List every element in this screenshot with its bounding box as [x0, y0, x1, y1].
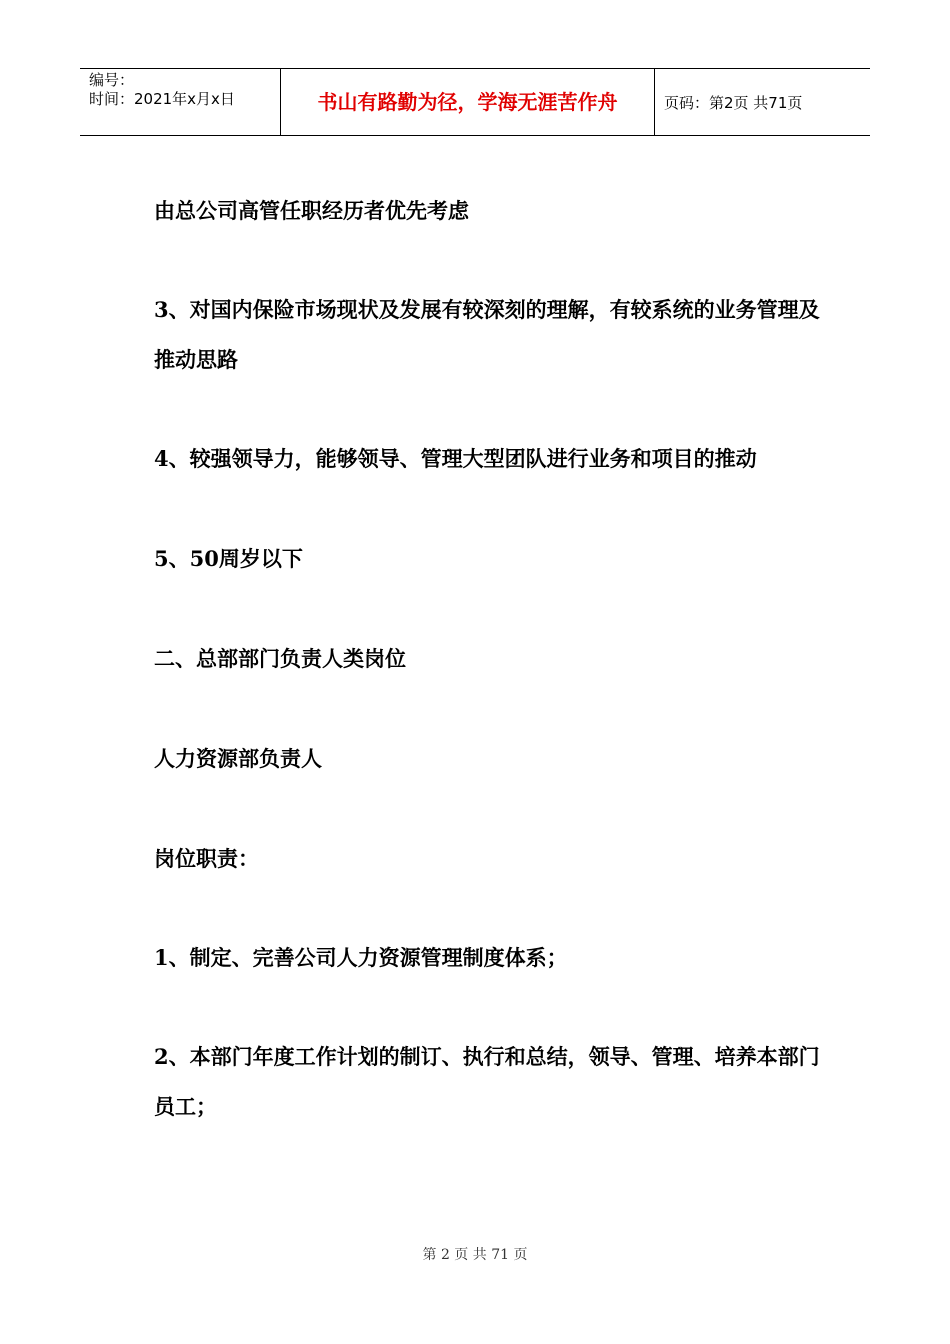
- paragraph: 4、较强领导力，能够领导、管理大型团队进行业务和项目的推动: [154, 446, 757, 471]
- paragraph: 5、50周岁以下: [154, 546, 303, 571]
- paragraph: 1、制定、完善公司人力资源管理制度体系；: [154, 945, 568, 970]
- page-header: [80, 68, 870, 136]
- section-heading: 二、总部部门负责人类岗位: [154, 646, 406, 671]
- header-page-info: 页码：第2页 共71页: [664, 94, 803, 112]
- paragraph: 3、对国内保险市场现状及发展有较深刻的理解，有较系统的业务管理及推动思路: [154, 297, 820, 372]
- header-motto-cell: [281, 69, 655, 135]
- paragraph: 2、本部门年度工作计划的制订、执行和总结，领导、管理、培养本部门员工；: [154, 1044, 820, 1119]
- document-time-label: 时间：2021年x月x日: [89, 90, 235, 108]
- header-page-cell: [655, 69, 870, 135]
- page-footer: 第 2 页 共 71 页: [422, 1247, 528, 1263]
- responsibilities-heading: 岗位职责：: [154, 846, 259, 871]
- position-title: 人力资源部负责人: [154, 746, 322, 771]
- paragraph: 由总公司高管任职经历者优先考虑: [154, 198, 469, 223]
- document-number-label: 编号：: [89, 71, 135, 89]
- header-motto: 书山有路勤为径，学海无涯苦作舟: [317, 90, 618, 114]
- header-meta-cell: [80, 69, 281, 135]
